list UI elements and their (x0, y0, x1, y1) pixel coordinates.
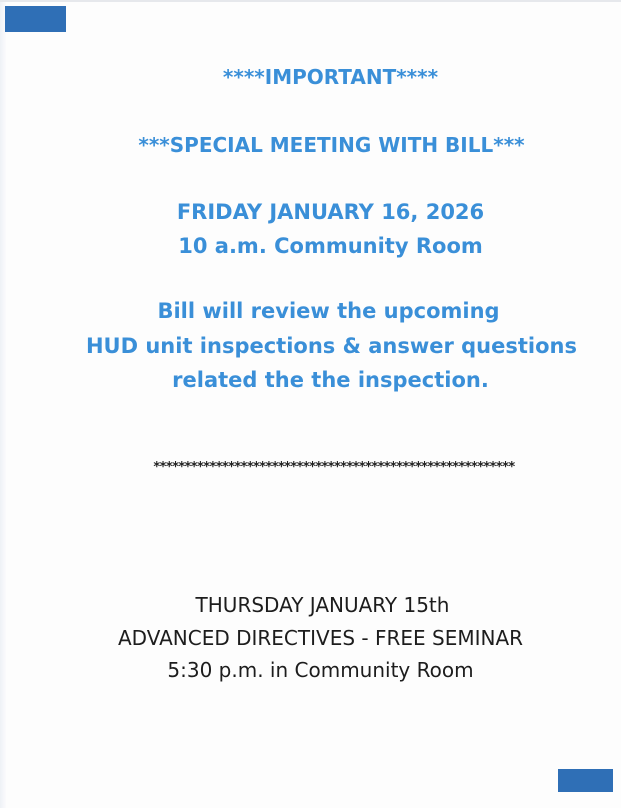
top-border-line (0, 0, 621, 2)
seminar-title: ADVANCED DIRECTIVES - FREE SEMINAR (117, 626, 524, 650)
scan-edge-shadow (0, 0, 6, 808)
meeting-date: FRIDAY JANUARY 16, 2026 (176, 200, 485, 224)
meeting-description-line-1: Bill will review the upcoming (157, 299, 500, 323)
special-meeting-heading: ***SPECIAL MEETING WITH BILL*** (138, 133, 525, 157)
seminar-time-location: 5:30 p.m. in Community Room (167, 658, 474, 682)
meeting-description-line-2: HUD unit inspections & answer questions (85, 334, 577, 358)
seminar-day: THURSDAY JANUARY 15th (195, 593, 450, 617)
meeting-time-location: 10 a.m. Community Room (178, 234, 483, 258)
meeting-description-line-3: related the the inspection. (172, 368, 489, 392)
top-left-blue-marker (5, 6, 66, 32)
asterisk-separator: ********************************************************** (152, 460, 515, 475)
important-heading: ****IMPORTANT**** (222, 65, 439, 89)
bottom-right-blue-marker (558, 769, 613, 792)
